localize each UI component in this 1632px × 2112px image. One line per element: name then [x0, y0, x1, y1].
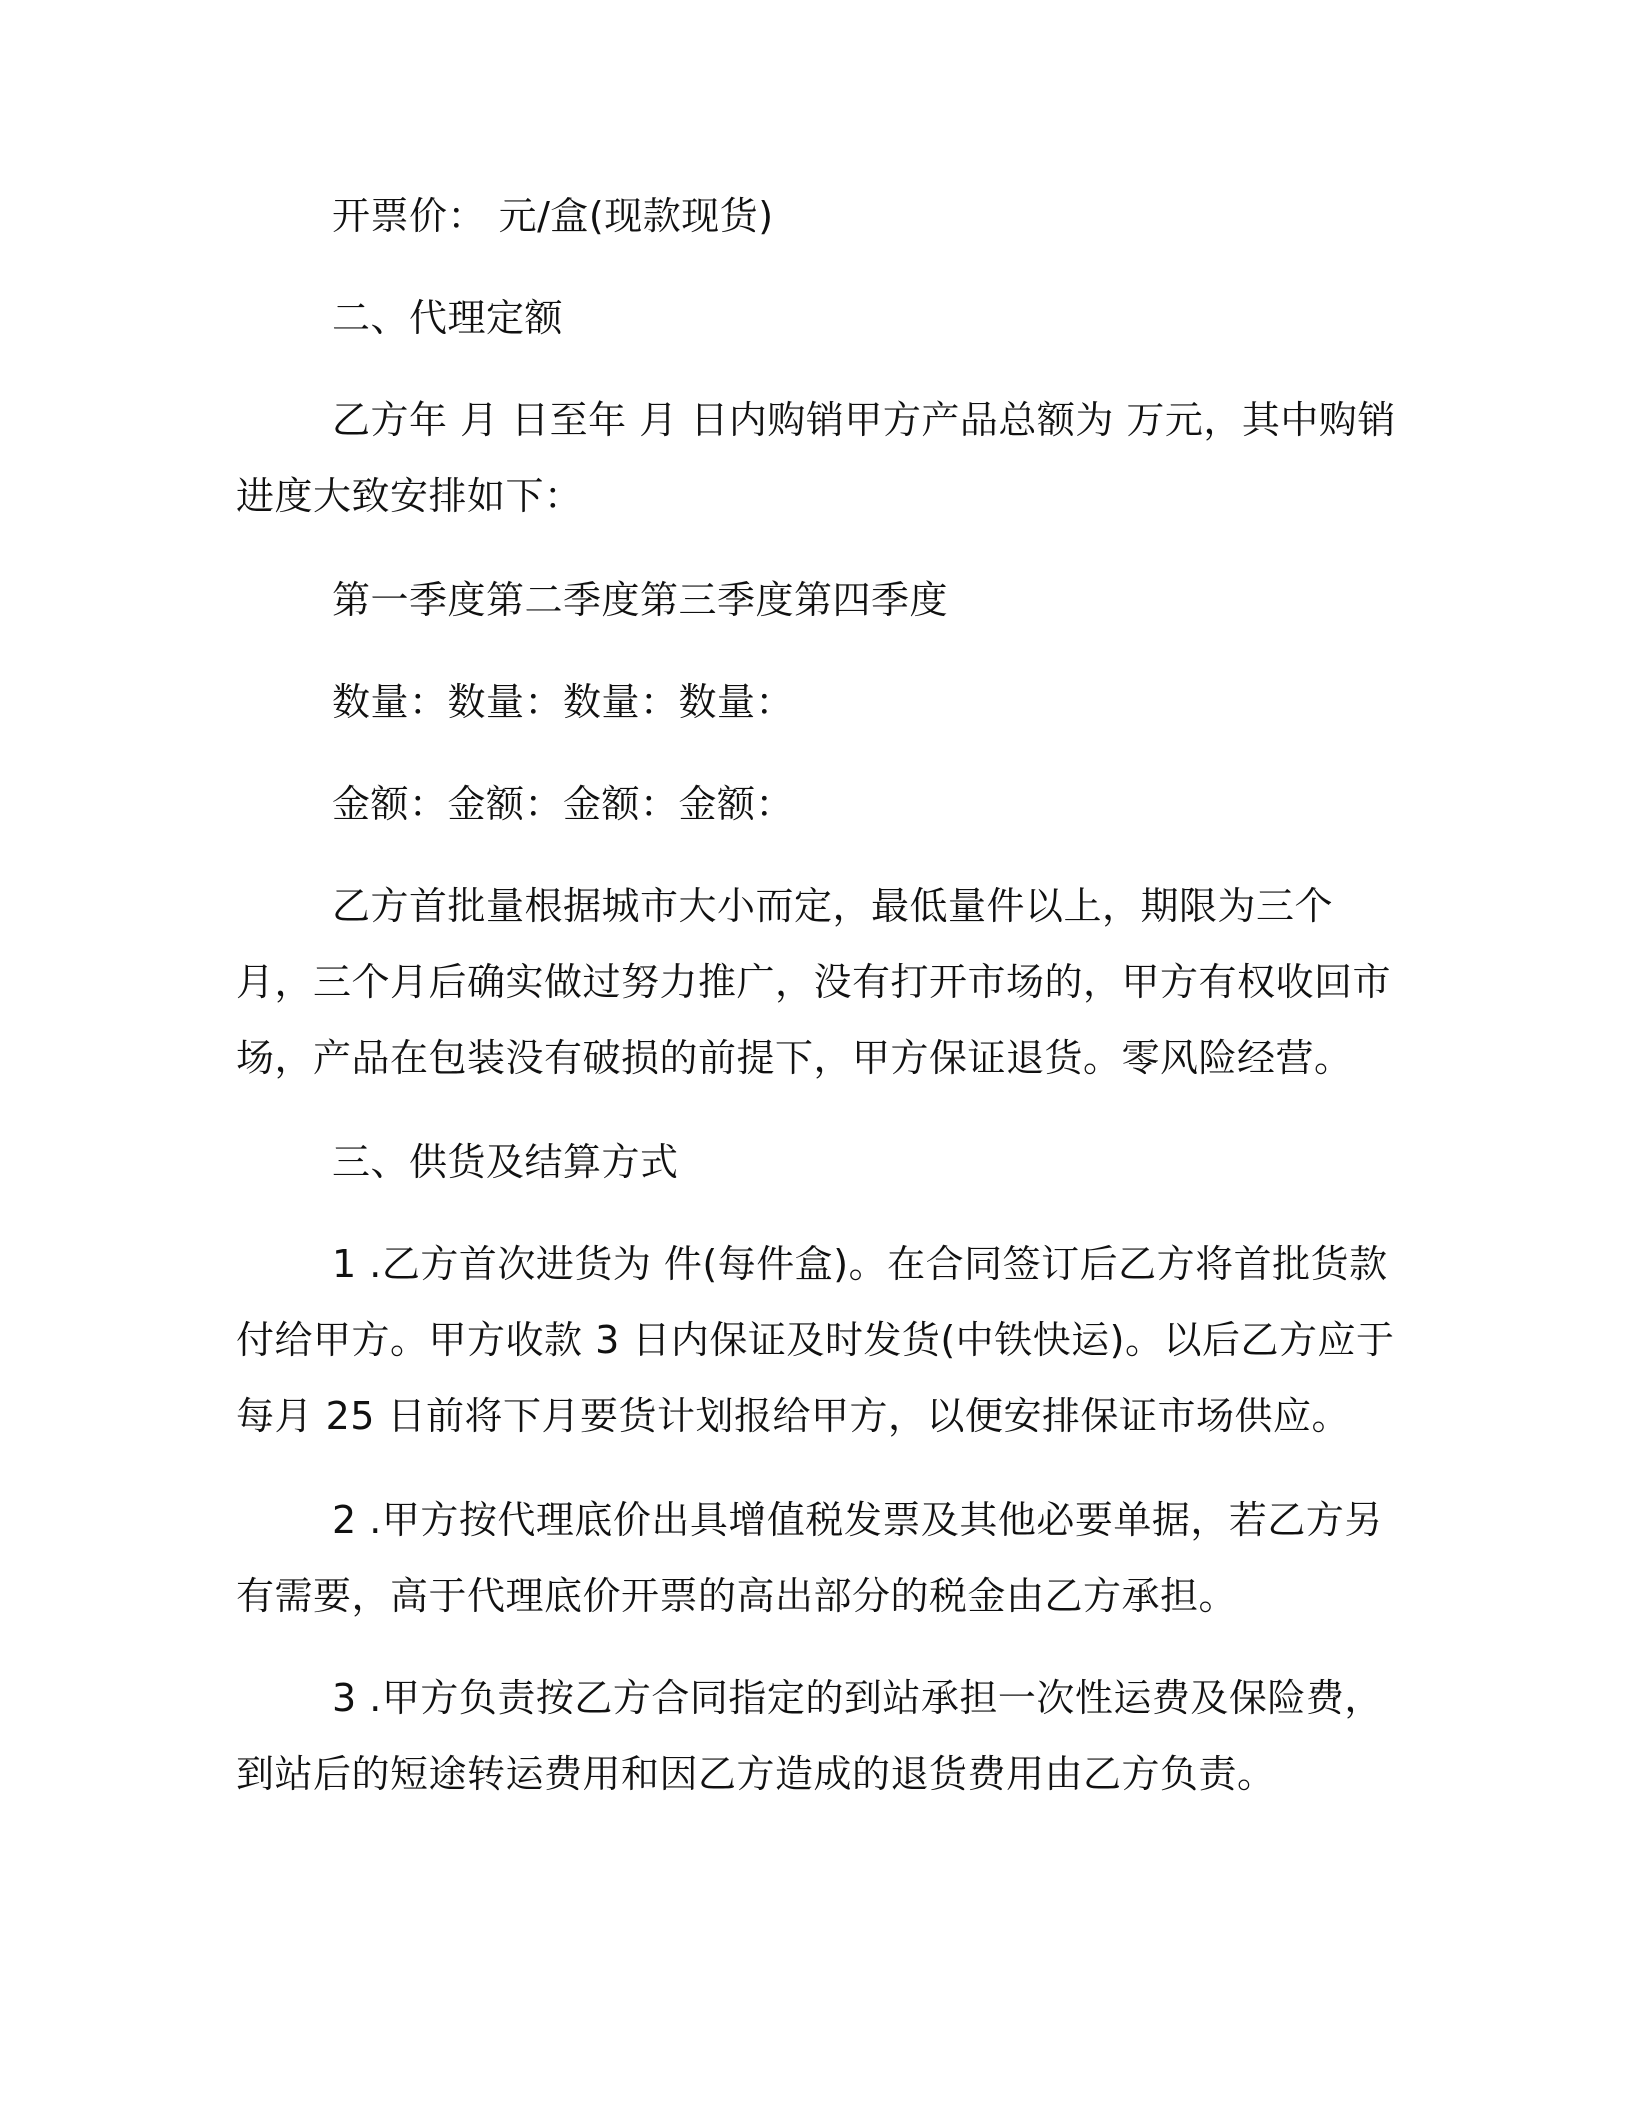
amount-line: 金额：金额：金额：金额： [332, 782, 795, 826]
quantity-line: 数量：数量：数量：数量： [332, 680, 795, 724]
first-batch-paragraph: 乙方首批量根据城市大小而定，最低量件以上，期限为三个月，三个月后确实做过努力推广，没有打开市场的，甲方有权收回市场，产品在包装没有破损的前提下，甲方保证退货。零风险经营。 [236, 884, 1392, 1080]
section-three-heading: 三、供货及结算方式 [332, 1140, 679, 1184]
section-two-heading: 二、代理定额 [332, 296, 564, 340]
quarters-line: 第一季度第二季度第三季度第四季度 [332, 578, 949, 622]
quota-paragraph: 乙方年 月 日至年 月 日内购销甲方产品总额为 万元，其中购销进度大致安排如下： [236, 398, 1396, 518]
supply-item-3: 3 .甲方负责按乙方合同指定的到站承担一次性运费及保险费，到站后的短途转运费用和因乙方造成的退货费用由乙方负责。 [236, 1676, 1383, 1796]
supply-item-1: 1 .乙方首次进货为 件(每件盒)。在合同签订后乙方将首批货款付给甲方。甲方收款 3 日内保证及时发货(中铁快运)。以后乙方应于每月 25 日前将下月要货计划报给甲方，以便安排保证市场供应。 [236, 1242, 1395, 1438]
invoice-price-line: 开票价： 元/盒(现款现货) [332, 194, 774, 238]
supply-item-2: 2 .甲方按代理底价出具增值税发票及其他必要单据，若乙方另有需要，高于代理底价开票的高出部分的税金由乙方承担。 [236, 1498, 1383, 1618]
